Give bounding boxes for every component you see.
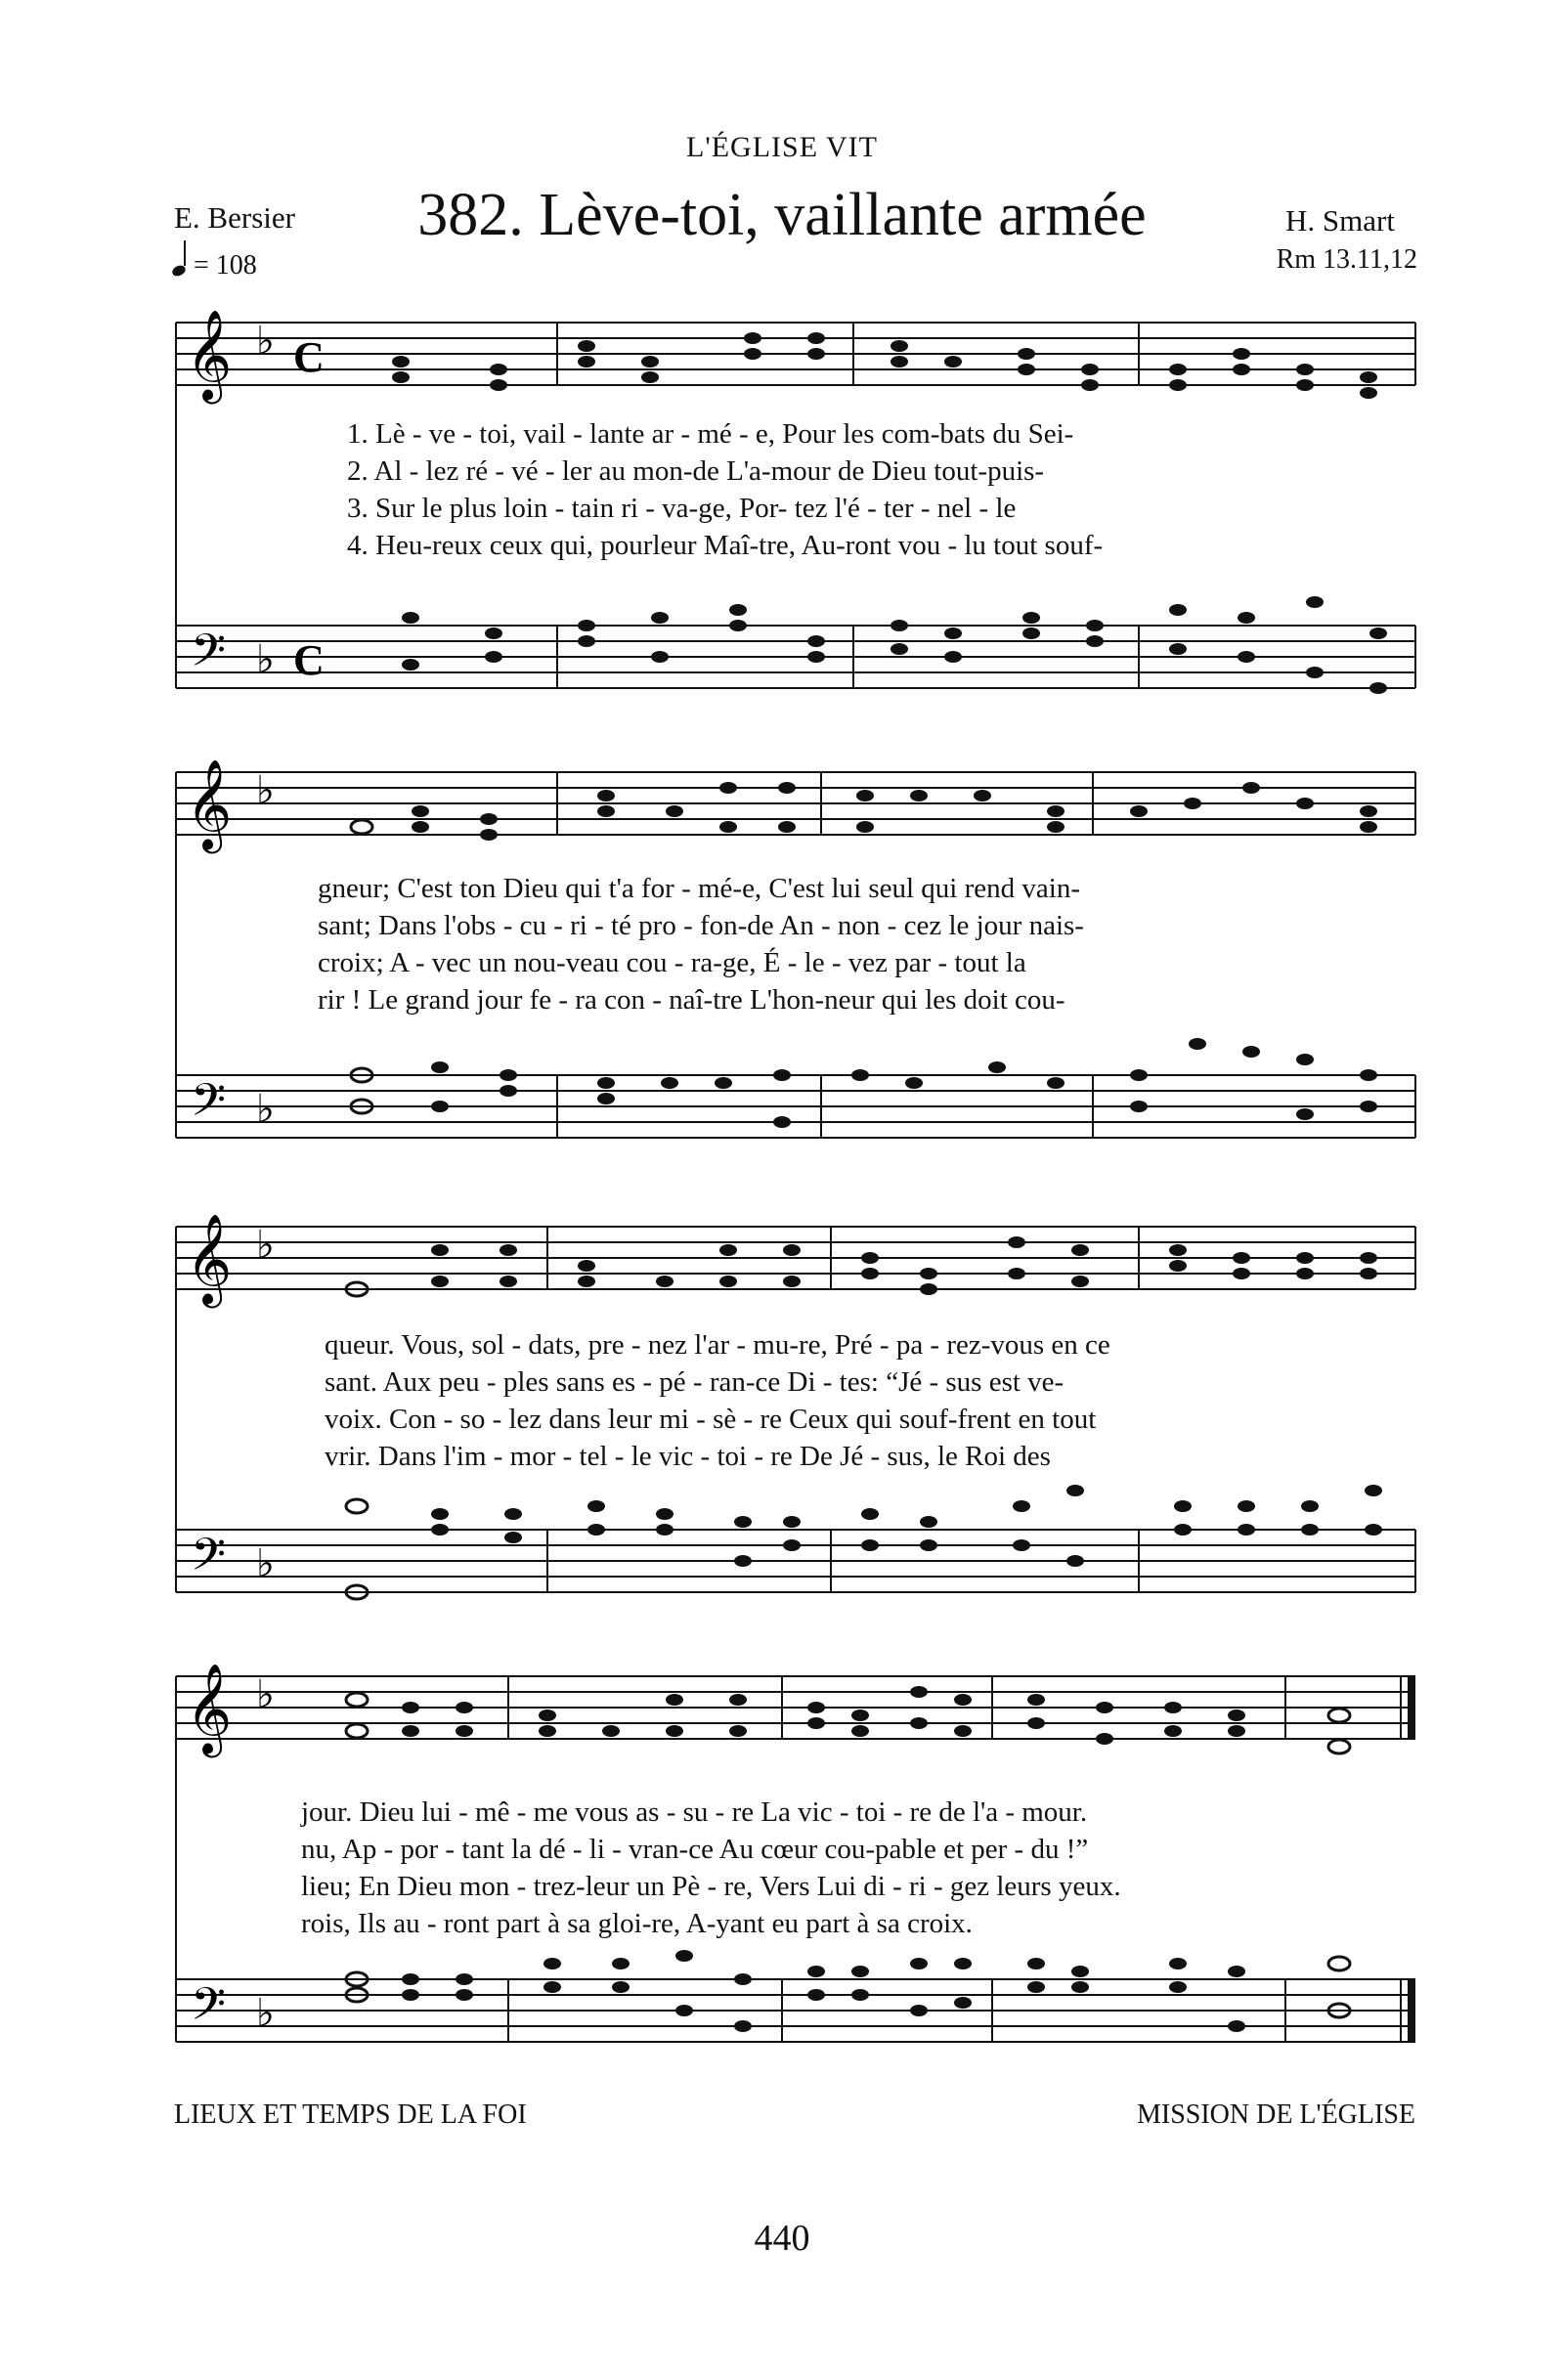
treble-notes <box>346 1686 1350 1753</box>
lyric-verse-2: sant. Aux peu - ples sans es - pé - ran-ce Di - tes: “Jé - sus est ve- <box>325 1366 1064 1398</box>
composer-name: H. Smart <box>1285 203 1395 238</box>
flat-sign-icon: ♭ <box>256 768 275 812</box>
treble-notes <box>392 332 1377 399</box>
flat-sign-icon: ♭ <box>256 319 275 363</box>
bass-staff <box>176 626 1415 688</box>
treble-clef-icon: 𝄞 <box>186 758 233 849</box>
flat-sign-icon: ♭ <box>256 1223 275 1267</box>
bass-clef-icon: 𝄢 <box>191 1529 227 1592</box>
lyric-verse-3: lieu; En Dieu mon - trez-leur un Pè - re, Vers Lui di - ri - gez leurs yeux. <box>301 1871 1121 1902</box>
scripture-reference: Rm 13.11,12 <box>1276 244 1417 275</box>
flat-sign-icon: ♭ <box>256 637 275 681</box>
treble-clef-icon: 𝄞 <box>186 1213 233 1304</box>
lyric-verse-4: rir ! Le grand jour fe - ra con - naî-tre L'hon-neur qui les doit cou- <box>318 984 1065 1016</box>
tempo-value: = 108 <box>194 250 257 281</box>
common-time-icon: C <box>293 636 325 684</box>
lyric-verse-3: 3. Sur le plus loin - tain ri - va-ge, Por- tez l'é - ter - nel - le <box>347 493 1017 524</box>
lyric-verse-4: rois, Ils au - ront part à sa gloi-re, A-yant eu part à sa croix. <box>301 1908 973 1939</box>
bass-staff <box>176 1530 1415 1592</box>
common-time-icon: C <box>293 333 325 381</box>
bass-staff <box>176 1075 1415 1138</box>
page-number: 440 <box>754 2218 810 2259</box>
flat-sign-icon: ♭ <box>256 1087 275 1131</box>
lyric-verse-4: 4. Heu-reux ceux qui, pourleur Maî-tre, Au-ront vou - lu tout souf- <box>347 530 1104 561</box>
lyric-verse-3: voix. Con - so - lez dans leur mi - sè - re Ceux qui souf-frent en tout <box>325 1404 1097 1435</box>
bass-clef-icon: 𝄢 <box>191 625 227 688</box>
bass-notes <box>346 1485 1382 1599</box>
footer-subcategory: MISSION DE L'ÉGLISE <box>1136 2099 1415 2130</box>
footer-category: LIEUX ET TEMPS DE LA FOI <box>174 2099 527 2130</box>
bass-notes <box>402 596 1387 694</box>
quarter-note-stem <box>184 240 186 266</box>
bass-notes <box>346 1950 1350 2032</box>
treble-clef-icon: 𝄞 <box>186 309 233 400</box>
lyric-verse-1: jour. Dieu lui - mê - me vous as - su - re La vic - toi - re de l'a - mour. <box>301 1796 1088 1828</box>
treble-clef-icon: 𝄞 <box>186 1663 233 1753</box>
hymn-title: 382. Lève-toi, vaillante armée <box>417 182 1147 248</box>
flat-sign-icon: ♭ <box>256 1541 275 1585</box>
final-barline <box>1401 1676 1415 2042</box>
lyric-verse-2: nu, Ap - por - tant la dé - li - vran-ce Au cœur cou-pable et per - du !” <box>301 1834 1089 1865</box>
flat-sign-icon: ♭ <box>256 1672 275 1716</box>
bass-clef-icon: 𝄢 <box>191 1074 227 1138</box>
flat-sign-icon: ♭ <box>256 1991 275 2035</box>
lyric-verse-2: 2. Al - lez ré - vé - ler au mon-de L'a-mour de Dieu tout-puis- <box>347 455 1045 487</box>
bass-notes <box>351 1038 1377 1128</box>
treble-staff <box>176 772 1415 835</box>
treble-staff <box>176 323 1415 385</box>
lyric-verse-1: gneur; C'est ton Dieu qui t'a for - mé-e, C'est lui seul qui rend vain- <box>318 873 1080 904</box>
tempo-marking <box>172 248 257 281</box>
treble-notes <box>351 782 1377 841</box>
lyric-verse-1: queur. Vous, sol - dats, pre - nez l'ar - mu-re, Pré - pa - rez-vous en ce <box>325 1329 1110 1361</box>
lyric-verse-1: 1. Lè - ve - toi, vail - lante ar - mé - e, Pour les com-bats du Sei- <box>347 418 1074 450</box>
lyric-verse-4: vrir. Dans l'im - mor - tel - le vic - toi - re De Jé - sus, le Roi des <box>325 1441 1051 1472</box>
lyric-verse-2: sant; Dans l'obs - cu - ri - té pro - fon-de An - non - cez le jour nais- <box>318 910 1084 941</box>
bass-clef-icon: 𝄢 <box>191 1978 227 2042</box>
lyricist-name: E. Bersier <box>174 200 295 235</box>
section-title: L'ÉGLISE VIT <box>686 131 878 163</box>
lyric-verse-3: croix; A - vec un nou-veau cou - ra-ge, É - le - vez par - tout la <box>318 947 1026 978</box>
treble-notes <box>346 1236 1377 1296</box>
